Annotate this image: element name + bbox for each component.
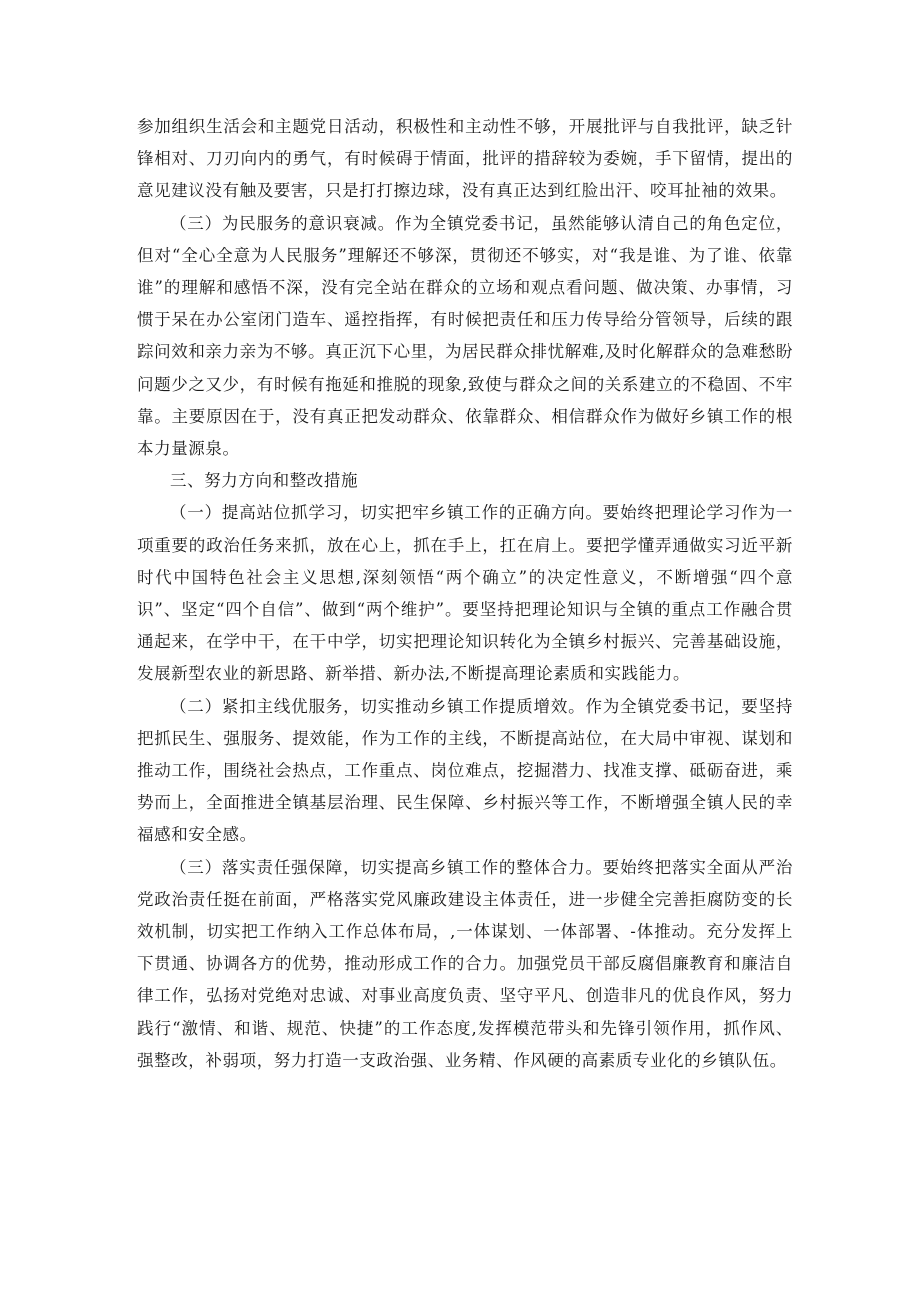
paragraph-measure-responsibility: （三）落实责任强保障，切实提高乡镇工作的整体合力。要始终把落实全面从严治党政治责任挺在前面，严格落实党风廉政建设主体责任，进一步健全完善拒腐防变的长效机制，切实把工作纳入工作总体布局，,一体谋划、一体部署、-体推动。充分发挥上下贯通、协调各方的优势，推动形成工作的合力。加强党员干部反腐倡廉教育和廉洁自律工作，弘扬对党绝对忠诚、对事业高度负责、坚守平凡、创造非凡的优良作风，努力践行“激情、和谐、规范、快捷”的工作态度,发挥模范带头和先锋引领作用，抓作风、强整改，补弱项，努力打造一支政治强、业务精、作风硬的高素质专业化的乡镇队伍。	[137, 857, 793, 1070]
section-heading-rectification: 三、努力方向和整改措施	[170, 471, 359, 491]
document-body	[137, 111, 793, 1077]
paragraph-continuation: 参加组织生活会和主题党日活动，积极性和主动性不够，开展批评与自我批评，缺乏针锋相对、刀刃向内的勇气，有时候碍于情面，批评的措辞较为委婉，手下留情，提出的意见建议没有触及要害，只是打打擦边球，没有真正达到红脸出汗、咬耳扯袖的效果。	[137, 117, 793, 201]
paragraph-measure-study: （一）提高站位抓学习，切实把牢乡镇工作的正确方向。要始终把理论学习作为一项重要的政治任务来抓，放在心上，抓在手上，扛在肩上。要把学懂弄通做实习近平新时代中国特色社会主义思想,深刻领悟“两个确立”的决定性意义，不断增强“四个意识”、坚定“四个自信”、做到“两个维护”。要坚持把理论知识与全镇的重点工作融合贯通起来，在学中干，在干中学，切实把理论知识转化为全镇乡村振兴、完善基础设施，发展新型农业的新思路、新举措、新办法,不断提高理论素质和实践能力。	[137, 503, 793, 684]
paragraph-service-awareness: （三）为民服务的意识衰减。作为全镇党委书记，虽然能够认清自己的角色定位，但对“全心全意为人民服务”理解还不够深，贯彻还不够实，对“我是谁、为了谁、依靠谁”的理解和感悟不深，没有完全站在群众的立场和观点看问题、做决策、办事情，习惯于呆在办公室闭门造车、遥控指挥，有时候把责任和压力传导给分管领导，后续的跟踪问效和亲力亲为不够。真正沉下心里，为居民群众排忧解难,及时化解群众的急难愁盼问题少之又少，有时候有拖延和推脱的现象,致使与群众之间的关系建立的不稳固、不牢靠。主要原因在于，没有真正把发动群众、依靠群众、相信群众作为做好乡镇工作的根本力量源泉。	[137, 213, 793, 459]
paragraph-measure-service: （二）紧扣主线优服务，切实推动乡镇工作提质增效。作为全镇党委书记，要坚持把抓民生、强服务、提效能，作为工作的主线，不断提高站位，在大局中审视、谋划和推动工作，围绕社会热点，工作重点、岗位难点，挖掘潜力、找准支撑、砥砺奋进，乘势而上，全面推进全镇基层治理、民生保障、乡村振兴等工作，不断增强全镇人民的幸福感和安全感。	[137, 696, 793, 845]
